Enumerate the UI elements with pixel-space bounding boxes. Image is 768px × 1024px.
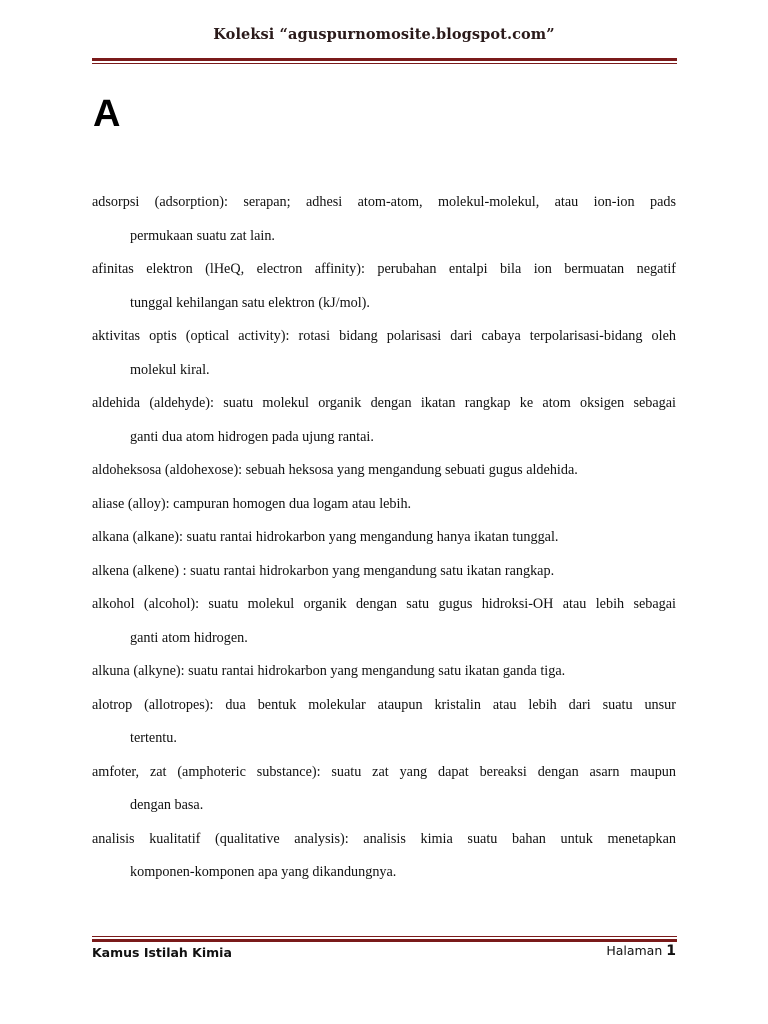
footer-rule-thick (92, 939, 677, 942)
entry-text: aliase (alloy): campuran homogen dua logam atau lebih. (92, 495, 412, 512)
entry-text: alkuna (alkyne): suatu rantai hidrokarbon yang mengandung satu ikatan ganda tiga. (92, 663, 566, 679)
footer-rule-thin (92, 936, 677, 937)
glossary-entry (92, 320, 676, 387)
glossary-entries (92, 186, 676, 890)
page-number: 1 (666, 943, 676, 959)
glossary-entry (92, 521, 676, 555)
entry-continuation: permukaan suatu zat lain. (130, 227, 275, 244)
entry-text: analisis kualitatif (qualitative analysis): analisis kimia suatu bahan untuk menetapkan (92, 830, 676, 847)
entry-continuation: tunggal kehilangan satu elektron (kJ/mol). (130, 294, 370, 311)
entry-continuation: ganti atom hidrogen. (130, 629, 248, 646)
entry-text: amfoter, zat (amphoteric substance): suatu zat yang dapat bereaksi dengan asarn maupun (92, 763, 676, 780)
glossary-entry (92, 454, 676, 488)
entry-text: aktivitas optis (optical activity): rotasi bidang polarisasi dari cabaya terpolarisasi-bidang oleh (92, 328, 676, 344)
entry-continuation: tertentu. (130, 730, 177, 746)
footer-page (606, 943, 676, 959)
page-label: Halaman (606, 943, 663, 958)
entry-continuation: komponen-komponen apa yang dikandungnya. (130, 864, 397, 880)
glossary-entry (92, 555, 676, 589)
entry-text: alkohol (alcohol): suatu molekul organik dengan satu gugus hidroksi-OH atau lebih sebagai (92, 596, 676, 612)
glossary-entry (92, 588, 676, 655)
glossary-entry (92, 689, 676, 756)
entry-text: aldoheksosa (aldohexose): sebuah heksosa yang mengandung sebuati gugus aldehida. (92, 462, 578, 478)
entry-text: alkena (alkene) : suatu rantai hidrokarbon yang mengandung satu ikatan rangkap. (92, 562, 555, 579)
section-letter: A (93, 93, 121, 135)
glossary-entry (92, 655, 676, 689)
glossary-entry (92, 488, 676, 522)
entry-text: afinitas elektron (lHeQ, electron affinity): perubahan entalpi bila ion bermuatan negatif (92, 261, 676, 277)
entry-text: alkana (alkane): suatu rantai hidrokarbon yang mengandung hanya ikatan tunggal. (92, 529, 559, 545)
entry-text: aldehida (aldehyde): suatu molekul organik dengan ikatan rangkap ke atom oksigen sebagai (92, 395, 676, 411)
header-rule-thick (92, 58, 677, 61)
footer-title: Kamus Istilah Kimia (92, 945, 232, 960)
entry-continuation: dengan basa. (130, 797, 204, 813)
entry-continuation: ganti dua atom hidrogen pada ujung rantai. (130, 428, 374, 445)
header-rule-thin (92, 63, 677, 64)
glossary-entry (92, 253, 676, 320)
entry-text: alotrop (allotropes): dua bentuk molekular ataupun kristalin atau lebih dari suatu unsur (92, 696, 676, 713)
page-header-title: Koleksi “aguspurnomosite.blogspot.com” (213, 26, 555, 43)
glossary-entry (92, 756, 676, 823)
entry-text: adsorpsi (adsorption): serapan; adhesi atom-atom, molekul-molekul, atau ion-ion pads (92, 194, 676, 210)
glossary-entry (92, 186, 676, 253)
glossary-entry (92, 823, 676, 890)
glossary-entry (92, 387, 676, 454)
entry-continuation: molekul kiral. (130, 361, 210, 378)
